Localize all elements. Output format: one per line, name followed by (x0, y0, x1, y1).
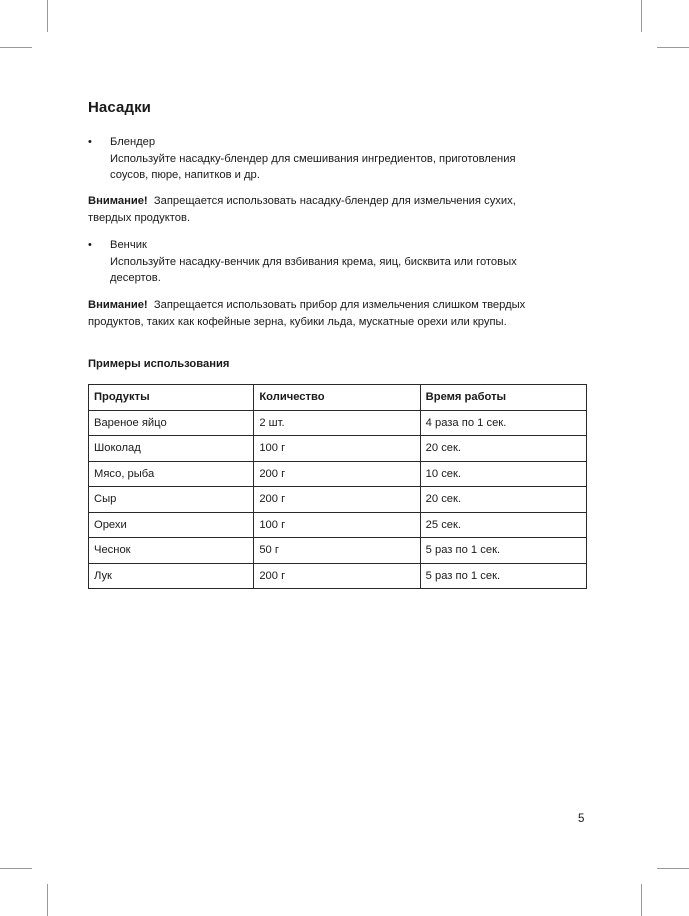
quantity-cell: 2 шт. (254, 410, 420, 436)
warning-text-line1: Запрещается использовать насадку-блендер для измельчения сухих, (153, 195, 516, 207)
crop-mark (47, 0, 48, 32)
crop-mark (657, 868, 689, 869)
quantity-cell: 200 г (254, 461, 420, 487)
table-row (89, 563, 587, 589)
quantity-cell: 200 г (254, 487, 420, 513)
product-cell: Сыр (89, 487, 254, 513)
column-header: Время работы (420, 385, 586, 411)
crop-mark (0, 868, 32, 869)
page-title: Насадки (88, 99, 151, 116)
examples-title: Примеры использования (88, 358, 230, 370)
product-cell: Шоколад (89, 436, 254, 462)
whisk-description-line2: десертов. (110, 272, 161, 284)
warning-blender (88, 193, 568, 226)
warning-hard-products (88, 297, 568, 330)
page-number: 5 (578, 813, 585, 825)
time-cell: 25 сек. (420, 512, 586, 538)
blender-name: Блендер (110, 136, 156, 148)
product-cell: Чеснок (89, 538, 254, 564)
bullet-icon: • (88, 136, 92, 148)
column-header: Продукты (89, 385, 254, 411)
whisk-description-line1: Используйте насадку-венчик для взбивания крема, яиц, бисквита или готовых (110, 255, 517, 268)
table-row (89, 436, 587, 462)
crop-mark (657, 47, 689, 48)
quantity-cell: 200 г (254, 563, 420, 589)
crop-mark (641, 0, 642, 32)
quantity-cell: 100 г (254, 436, 420, 462)
whisk-name: Венчик (110, 239, 147, 251)
time-cell: 4 раза по 1 сек. (420, 410, 586, 436)
product-cell: Орехи (89, 512, 254, 538)
table-row (89, 410, 587, 436)
time-cell: 20 сек. (420, 436, 586, 462)
product-cell: Лук (89, 563, 254, 589)
quantity-cell: 50 г (254, 538, 420, 564)
warning-label: Внимание! (88, 195, 148, 207)
time-cell: 5 раз по 1 сек. (420, 538, 586, 564)
crop-mark (0, 47, 32, 48)
warning-text-line2: твердых продуктов. (88, 211, 191, 224)
time-cell: 20 сек. (420, 487, 586, 513)
table-row (89, 512, 587, 538)
column-header: Количество (254, 385, 420, 411)
table-row (89, 461, 587, 487)
table-row (89, 487, 587, 513)
product-cell: Вареное яйцо (89, 410, 254, 436)
bullet-icon: • (88, 239, 92, 251)
crop-mark (641, 884, 642, 916)
time-cell: 10 сек. (420, 461, 586, 487)
table-header-row (89, 385, 587, 411)
warning-text-line2: продуктов, таких как кофейные зерна, кубики льда, мускатные орехи или крупы. (88, 315, 507, 328)
blender-description-line1: Используйте насадку-блендер для смешивания ингредиентов, приготовления (110, 152, 516, 165)
crop-mark (47, 884, 48, 916)
blender-item (110, 134, 580, 184)
quantity-cell: 100 г (254, 512, 420, 538)
warning-label: Внимание! (88, 299, 148, 311)
product-cell: Мясо, рыба (89, 461, 254, 487)
table-row (89, 538, 587, 564)
blender-description-line2: соусов, пюре, напитков и др. (110, 169, 260, 181)
usage-examples-table (88, 384, 587, 589)
time-cell: 5 раз по 1 сек. (420, 563, 586, 589)
whisk-item (110, 237, 580, 287)
warning-text-line1: Запрещается использовать прибор для измельчения слишком твердых (153, 299, 526, 311)
